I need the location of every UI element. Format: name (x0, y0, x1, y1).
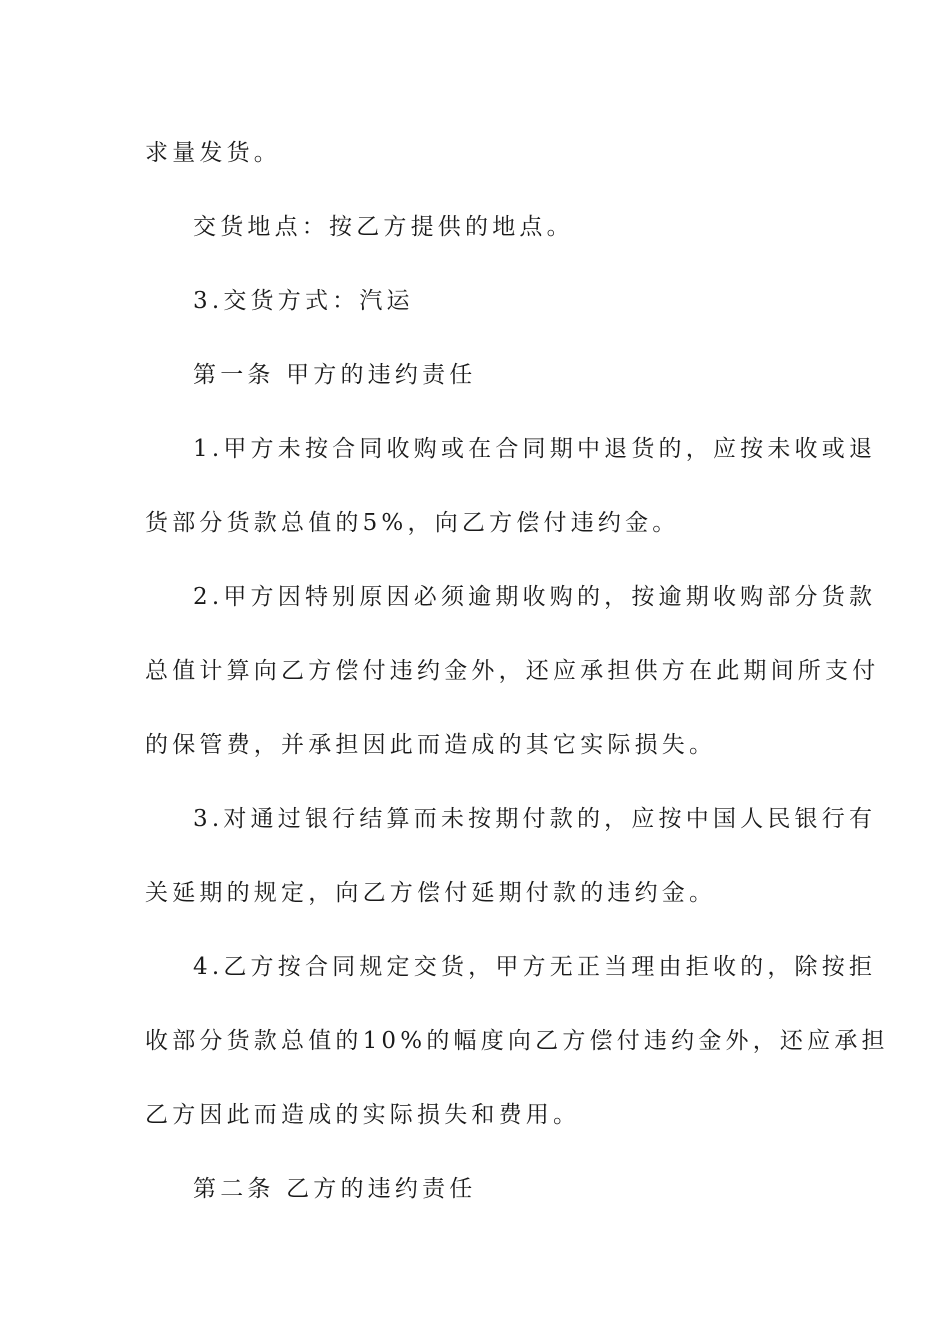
text-line-13: 收部分货款总值的10%的幅度向乙方偿付违约金外，还应承担 (145, 1028, 889, 1054)
text-line-11: 关延期的规定，向乙方偿付延期付款的违约金。 (145, 880, 717, 906)
text-line-3: 3.交货方式：汽运 (193, 288, 414, 314)
text-line-8: 总值计算向乙方偿付违约金外，还应承担供方在此期间所支付 (145, 658, 880, 684)
text-line-2: 交货地点：按乙方提供的地点。 (193, 214, 574, 240)
text-line-1: 求量发货。 (145, 140, 281, 166)
text-line-12: 4.乙方按合同规定交货，甲方无正当理由拒收的，除按拒 (193, 954, 877, 980)
text-line-9: 的保管费，并承担因此而造成的其它实际损失。 (145, 732, 717, 758)
text-line-14: 乙方因此而造成的实际损失和费用。 (145, 1102, 581, 1128)
section-heading-1: 第一条 甲方的违约责任 (193, 362, 477, 388)
section-heading-2: 第二条 乙方的违约责任 (193, 1176, 477, 1202)
text-line-6: 货部分货款总值的5%，向乙方偿付违约金。 (145, 510, 680, 536)
text-line-7: 2.甲方因特别原因必须逾期收购的，按逾期收购部分货款 (193, 584, 877, 610)
text-line-5: 1.甲方未按合同收购或在合同期中退货的，应按未收或退 (193, 436, 877, 462)
text-line-10: 3.对通过银行结算而未按期付款的，应按中国人民银行有 (193, 806, 877, 832)
